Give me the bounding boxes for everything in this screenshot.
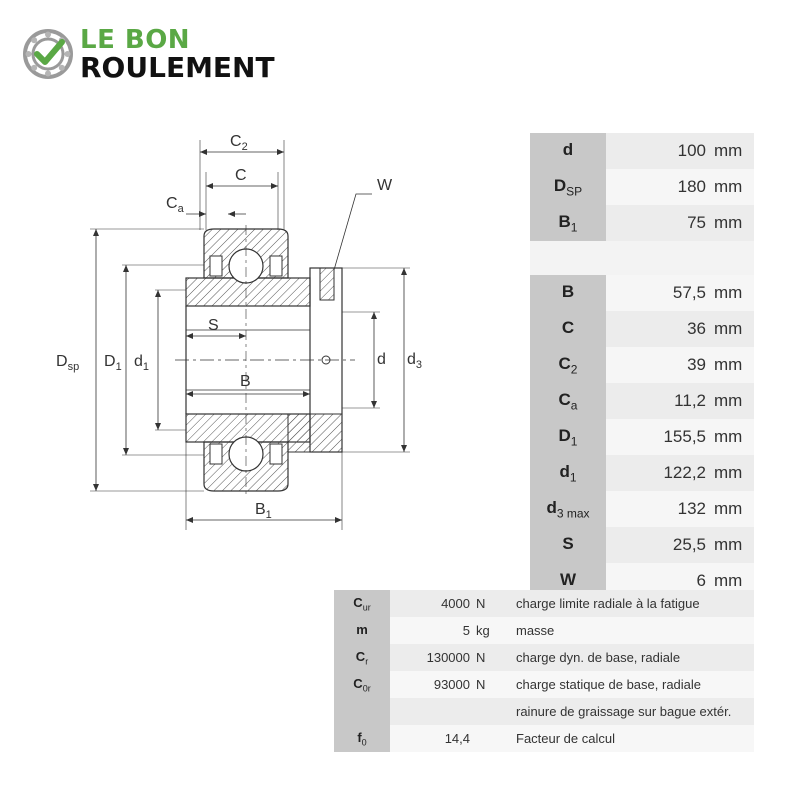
svg-text:B1: $B_1$ (255, 501, 272, 521)
svg-text:d3: $d_3$ (407, 351, 423, 371)
dimension-value: 25,5 (606, 527, 712, 563)
dimension-unit: mm (712, 169, 754, 205)
svg-text:d1: $d_1$ (134, 353, 150, 373)
dimension-value: 6 (606, 563, 712, 599)
property-unit (474, 725, 506, 752)
svg-text:B: B (240, 373, 251, 390)
logo-text-top: LE BON (80, 25, 191, 55)
dimension-row (530, 133, 754, 169)
dimension-unit: mm (712, 527, 754, 563)
svg-text:S: S (208, 317, 219, 334)
property-unit: kg (474, 617, 506, 644)
svg-text:d: d (377, 351, 386, 368)
dimension-unit: mm (712, 275, 754, 311)
dimension-row (530, 169, 754, 205)
dimension-row (530, 205, 754, 241)
property-value: 93000 (390, 671, 474, 698)
property-row (334, 698, 754, 725)
dimension-row (530, 455, 754, 491)
set-screw (320, 268, 334, 300)
property-key: $f_0$ (334, 725, 390, 752)
property-row (334, 671, 754, 698)
dimension-value: 180 (606, 169, 712, 205)
property-description: charge dyn. de base, radiale (506, 644, 754, 671)
dimension-key: $D_1$ (530, 419, 606, 455)
dimension-row (530, 527, 754, 563)
property-value: 4000 (390, 590, 474, 617)
property-key: $C_r$ (334, 644, 390, 671)
property-key: $C_{ur}$ (334, 590, 390, 617)
property-value: 14,4 (390, 725, 474, 752)
dimension-unit: mm (712, 563, 754, 599)
property-description: charge statique de base, radiale (506, 671, 754, 698)
svg-text:C: C (235, 167, 247, 184)
dimension-unit: mm (712, 383, 754, 419)
table-spacer (530, 241, 754, 275)
property-row (334, 617, 754, 644)
svg-text:Dsp: $D_{sp}$ (56, 353, 80, 373)
dimension-key: $D_{SP}$ (530, 169, 606, 205)
property-key: m (334, 617, 390, 644)
svg-text:D1: $D_1$ (104, 353, 122, 373)
svg-text:W: W (377, 177, 393, 194)
dimension-key: $C_a$ (530, 383, 606, 419)
dimension-key: $B_1$ (530, 205, 606, 241)
property-row (334, 725, 754, 752)
dimension-row (530, 419, 754, 455)
brand-logo (22, 26, 302, 86)
dimension-row (530, 275, 754, 311)
bearing-check-logo-icon (22, 28, 74, 80)
dimension-key: $d_{3 max}$ (530, 491, 606, 527)
dimension-value: 11,2 (606, 383, 712, 419)
svg-text:Ca: $C_a$ (166, 195, 184, 215)
dimension-value: 155,5 (606, 419, 712, 455)
leader-W (334, 194, 372, 270)
dimension-unit: mm (712, 491, 754, 527)
dimension-value: 75 (606, 205, 712, 241)
dimension-key: W (530, 563, 606, 599)
svg-text:C2: $C_2$ (230, 133, 248, 153)
dimension-key: d (530, 133, 606, 169)
dimension-unit: mm (712, 205, 754, 241)
dimension-value: 39 (606, 347, 712, 383)
property-key: $C_{0r}$ (334, 671, 390, 698)
dimension-key: C (530, 311, 606, 347)
dimension-value: 100 (606, 133, 712, 169)
dimension-row (530, 491, 754, 527)
dimension-value: 36 (606, 311, 712, 347)
property-description: rainure de graissage sur bague extér. (506, 698, 754, 725)
property-description: charge limite radiale à la fatigue (506, 590, 754, 617)
property-unit: N (474, 671, 506, 698)
property-value: 130000 (390, 644, 474, 671)
dimension-row (530, 347, 754, 383)
dimension-key: $d_1$ (530, 455, 606, 491)
dimension-key: S (530, 527, 606, 563)
property-value: 5 (390, 617, 474, 644)
property-value (390, 698, 474, 725)
property-row (334, 590, 754, 617)
property-unit (474, 698, 506, 725)
property-unit: N (474, 644, 506, 671)
dimension-value: 122,2 (606, 455, 712, 491)
property-description: masse (506, 617, 754, 644)
dimension-unit: mm (712, 133, 754, 169)
dimensions-table (530, 133, 754, 599)
dimension-key: $C_2$ (530, 347, 606, 383)
dimension-unit: mm (712, 347, 754, 383)
logo-text-bottom: ROULEMENT (80, 51, 275, 84)
property-unit: N (474, 590, 506, 617)
dimension-key: B (530, 275, 606, 311)
dimension-unit: mm (712, 311, 754, 347)
property-key (334, 698, 390, 725)
property-description: Facteur de calcul (506, 725, 754, 752)
dimension-row (530, 383, 754, 419)
dimension-value: 132 (606, 491, 712, 527)
dimension-unit: mm (712, 419, 754, 455)
dimension-value: 57,5 (606, 275, 712, 311)
properties-table (334, 590, 754, 752)
dimension-row (530, 311, 754, 347)
bearing-cross-section-drawing (40, 120, 440, 540)
property-row (334, 644, 754, 671)
dimension-unit: mm (712, 455, 754, 491)
